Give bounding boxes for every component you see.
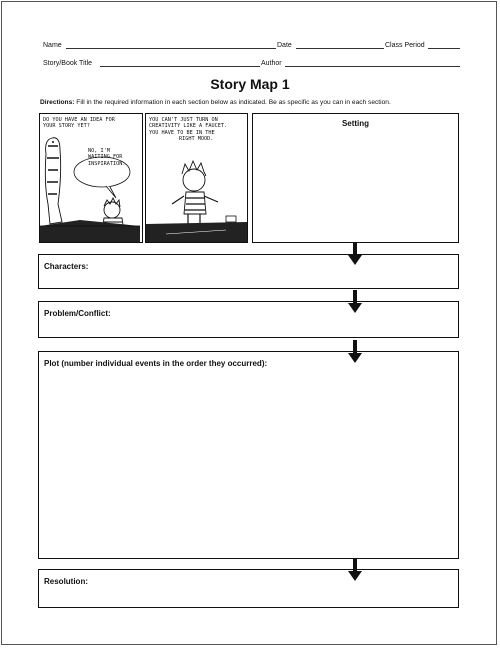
book-title-field[interactable] bbox=[100, 66, 260, 67]
setting-box[interactable] bbox=[252, 113, 459, 243]
directions-text: Fill in the required information in each section below as indicated. Be as specific as you can in each section. bbox=[76, 99, 391, 106]
resolution-label: Resolution: bbox=[44, 577, 88, 586]
comic-text-line: WAITING FOR bbox=[88, 154, 123, 161]
comic-text-line: CREATIVITY LIKE A FAUCET. bbox=[149, 123, 228, 130]
class-period-field[interactable] bbox=[428, 48, 460, 49]
characters-label: Characters: bbox=[44, 262, 89, 271]
comic-text-line: YOU CAN'T JUST TURN ON bbox=[149, 117, 218, 123]
plot-label: Plot (number individual events in the order they occurred): bbox=[44, 359, 268, 368]
characters-box[interactable] bbox=[38, 254, 459, 289]
directions bbox=[40, 99, 391, 106]
problem-conflict-box[interactable] bbox=[38, 301, 459, 338]
comic-text-line: DO YOU HAVE AN IDEA FOR bbox=[43, 117, 115, 123]
page-title: Story Map 1 bbox=[210, 76, 290, 92]
date-field[interactable] bbox=[296, 48, 384, 49]
name-label: Name bbox=[43, 42, 62, 49]
name-field[interactable] bbox=[66, 48, 276, 49]
directions-label: Directions: bbox=[40, 99, 75, 106]
comic-panel-1 bbox=[39, 113, 143, 243]
problem-conflict-label: Problem/Conflict: bbox=[44, 309, 111, 318]
date-label: Date bbox=[277, 42, 292, 49]
comic-panel-2 bbox=[145, 113, 248, 243]
author-field[interactable] bbox=[285, 66, 460, 67]
class-period-label: Class Period bbox=[385, 42, 425, 49]
resolution-box[interactable] bbox=[38, 569, 459, 608]
author-label: Author bbox=[261, 60, 282, 67]
comic-panel-1-art bbox=[40, 114, 142, 242]
book-title-label: Story/Book Title bbox=[43, 60, 93, 67]
setting-label: Setting bbox=[341, 119, 370, 128]
comic-text-line: YOU HAVE TO BE IN THE bbox=[149, 129, 215, 136]
comic-text-line: RIGHT MOOD. bbox=[179, 136, 214, 143]
plot-box[interactable] bbox=[38, 351, 459, 559]
comic-text-line: INSPIRATION. bbox=[88, 160, 126, 167]
comic-text-line: NO, I'M bbox=[88, 148, 110, 154]
comic-text-line: YOUR STORY YET? bbox=[43, 123, 90, 130]
